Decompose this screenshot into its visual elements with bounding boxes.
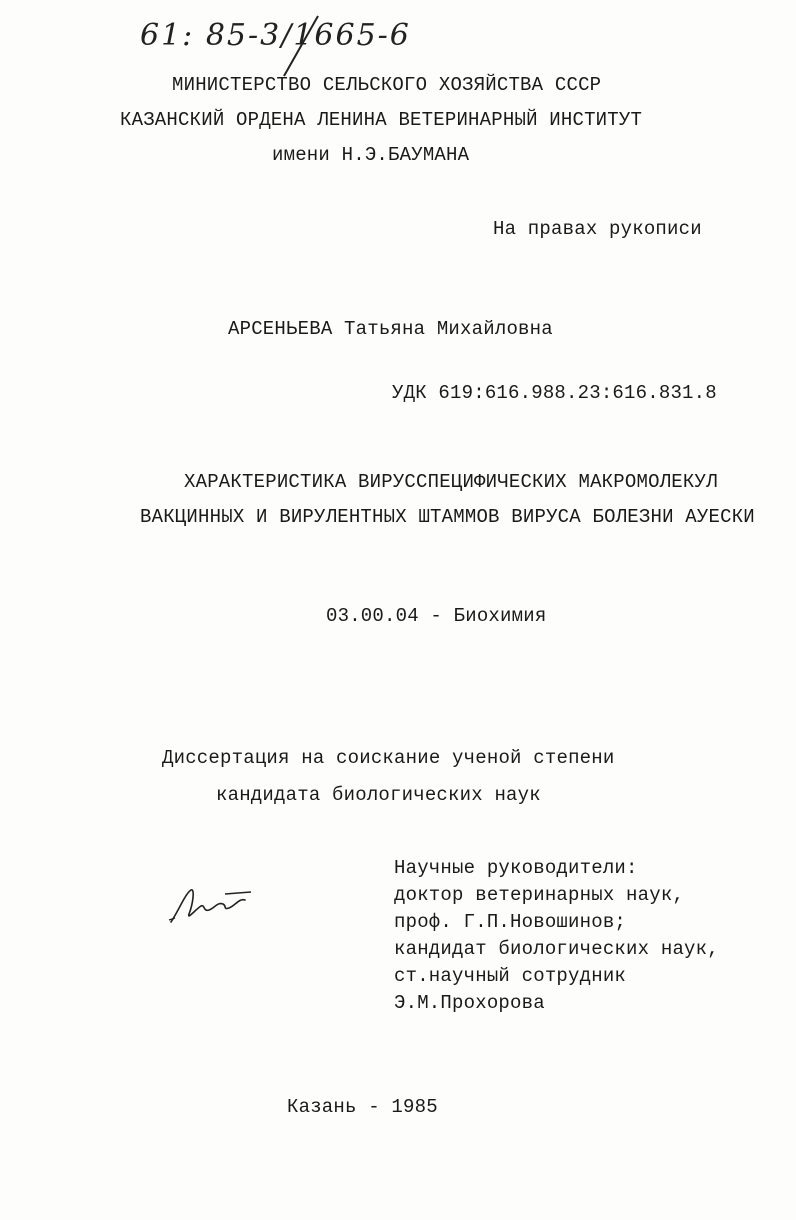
named-after-line: имени Н.Э.БАУМАНА [272, 144, 470, 166]
supervisor-1-degree: доктор ветеринарных наук, [394, 884, 685, 906]
author-signature [165, 880, 255, 930]
supervisor-1-name: проф. Г.П.Новошинов; [394, 911, 627, 933]
archive-number: 61: 85-3/1665-6 [140, 18, 411, 53]
author-name: АРСЕНЬЕВА Татьяна Михайловна [228, 318, 553, 340]
title-line-2: ВАКЦИННЫХ И ВИРУЛЕНТНЫХ ШТАММОВ ВИРУСА БОЛЕЗНИ АУЕСКИ [140, 506, 755, 528]
specialty: 03.00.04 - Биохимия [326, 605, 547, 627]
udc-code: УДК 619:616.988.23:616.831.8 [392, 382, 717, 404]
manuscript-rights: На правах рукописи [493, 218, 702, 240]
archive-slash-mark [270, 12, 330, 82]
institute-line: КАЗАНСКИЙ ОРДЕНА ЛЕНИНА ВЕТЕРИНАРНЫЙ ИНСТИТУТ [120, 109, 643, 131]
dissertation-line-2: кандидата биологических наук [216, 784, 541, 806]
supervisor-2-position: ст.научный сотрудник [394, 965, 627, 987]
title-line-1: ХАРАКТЕРИСТИКА ВИРУССПЕЦИФИЧЕСКИХ МАКРОМОЛЕКУЛ [184, 471, 718, 493]
supervisor-2-name: Э.М.Прохорова [394, 992, 545, 1014]
dissertation-line-1: Диссертация на соискание ученой степени [162, 747, 615, 769]
city-year: Казань - 1985 [287, 1096, 438, 1118]
ministry-line: МИНИСТЕРСТВО СЕЛЬСКОГО ХОЗЯЙСТВА СССР [172, 74, 602, 96]
supervisor-2-degree: кандидат биологических наук, [394, 938, 719, 960]
supervisors-heading: Научные руководители: [394, 857, 638, 879]
